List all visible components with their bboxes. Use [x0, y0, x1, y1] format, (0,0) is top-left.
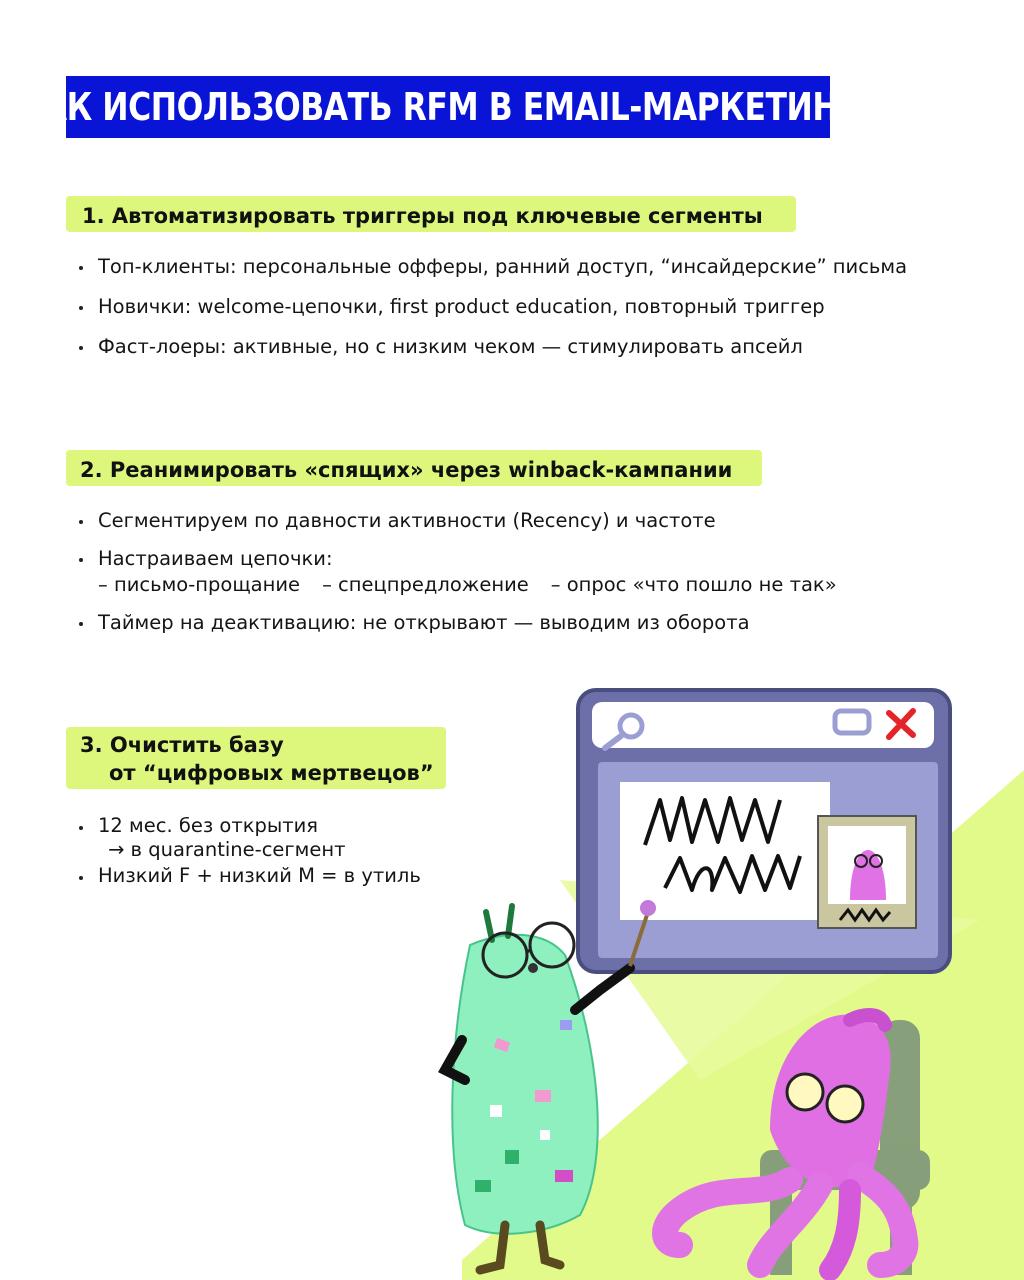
bullet-text: Сегментируем по давности активности (Recency) и частоте: [98, 509, 716, 532]
list-item: [66, 864, 421, 888]
section-1-heading: 1. Автоматизировать триггеры под ключевые сегменты: [66, 196, 796, 232]
bullet-text: Топ-клиенты: персональные офферы, ранний доступ, “инсайдерские” письма: [98, 255, 908, 278]
bullet-text: Новички: welcome-цепочки, first product education, повторный триггер: [98, 295, 825, 318]
bullet-dot: [79, 826, 83, 830]
heading-line: 3. Очистить базу: [80, 733, 284, 757]
bullet-text: Фаст-лоеры: активные, но с низким чеком — стимулировать апсейл: [98, 335, 803, 358]
page-title: КАК ИСПОЛЬЗОВАТЬ RFM В EMAIL-МАРКЕТИНГЕ: [17, 85, 879, 129]
bullet-text: Таймер на деактивацию: не открывают — выводим из оборота: [98, 611, 750, 634]
chain-step: – письмо-прощание: [98, 573, 301, 596]
bullet-text: Низкий F + низкий M = в утиль: [98, 864, 421, 887]
chain-step: – спецпредложение: [322, 573, 529, 596]
section-2-heading: 2. Реанимировать «спящих» через winback-кампании: [66, 450, 762, 486]
chain-step: – опрос «что пошло не так»: [550, 573, 837, 596]
bullet-text: 12 мес. без открытия: [98, 814, 319, 837]
heading-line: от “цифровых мертвецов”: [109, 761, 434, 785]
section-3-list: [66, 814, 421, 890]
bullet-dot: [79, 876, 83, 880]
bullet-text: Настраиваем цепочки:: [98, 547, 333, 570]
section-3-heading: [66, 727, 446, 789]
bullet-continuation: → в quarantine-сегмент: [108, 838, 346, 861]
browser-window: [578, 690, 950, 972]
list-item: [66, 814, 421, 862]
document-panel: [620, 782, 830, 920]
